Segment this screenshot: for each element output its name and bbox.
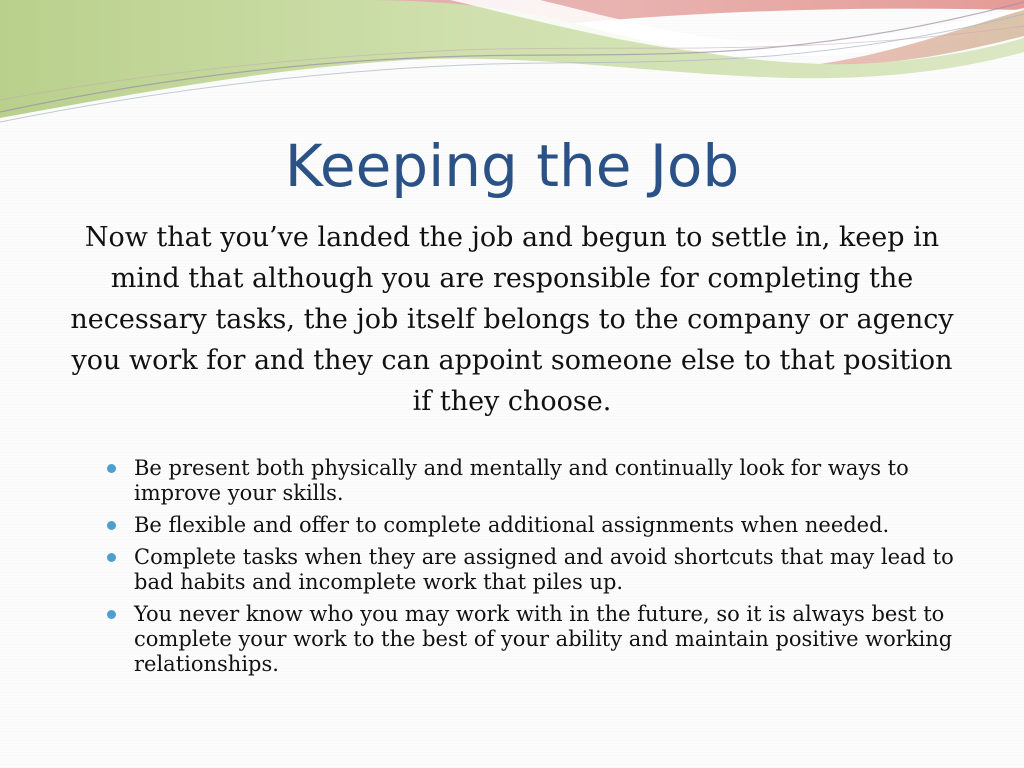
bullet-item — [105, 602, 965, 677]
bullet-dot-icon — [107, 610, 116, 619]
bullet-item — [105, 513, 965, 538]
bullet-dot-icon — [107, 553, 116, 562]
bullet-text: Be present both physically and mentally and continually look for ways to improve your skills. — [134, 456, 909, 505]
bullet-list — [105, 456, 965, 684]
bullet-item — [105, 456, 965, 506]
bullet-text: Be flexible and offer to complete additional assignments when needed. — [134, 513, 890, 537]
bullet-dot-icon — [107, 464, 116, 473]
bullet-text: Complete tasks when they are assigned and avoid shortcuts that may lead to bad habits and incomplete work that piles up. — [134, 545, 954, 594]
bullet-item — [105, 545, 965, 595]
bullet-dot-icon — [107, 521, 116, 530]
bullet-text: You never know who you may work with in the future, so it is always best to complete your work to the best of your ability and maintain positive working relationships. — [134, 602, 953, 676]
decorative-header-waves — [0, 0, 1024, 130]
intro-paragraph: Now that you’ve landed the job and begun to settle in, keep in mind that although you are responsible for completing the necessary tasks, the job itself belongs to the company or agency you work for and they can appoint someone else to that position if they choose. — [70, 222, 954, 417]
slide-title: Keeping the Job — [284, 132, 740, 200]
